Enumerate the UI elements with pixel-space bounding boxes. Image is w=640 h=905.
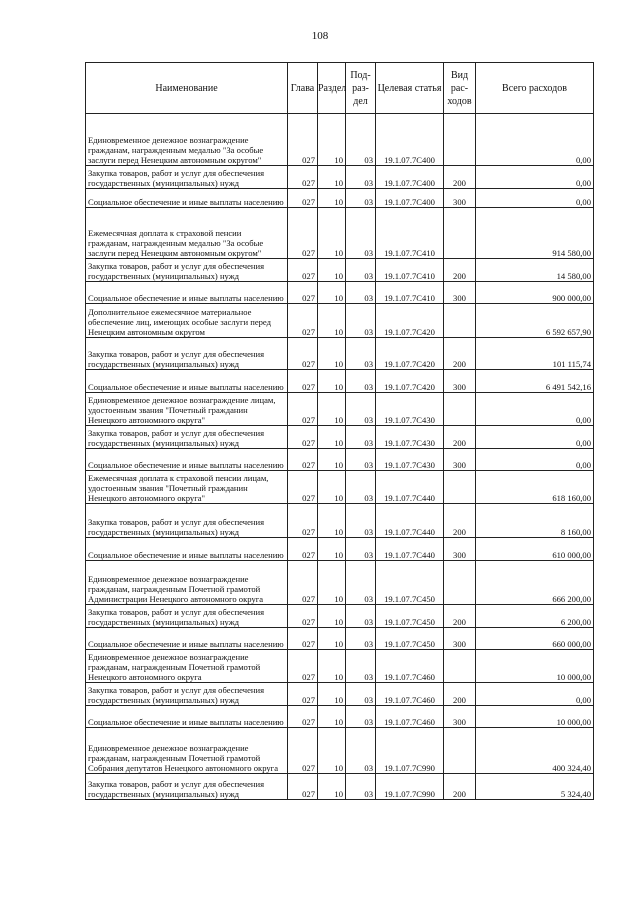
row-target-cell: 19.1.07.7С420 [376,338,444,370]
row-total-cell: 14 580,00 [476,259,594,282]
row-podrazdel-cell: 03 [346,370,376,393]
row-name-cell: Закупка товаров, работ и услуг для обеспечения государственных (муниципальных) нужд [86,166,288,189]
table-row [86,208,594,259]
row-razdel-cell: 10 [318,338,346,370]
row-vid-cell [444,471,476,504]
row-total-cell: 8 160,00 [476,504,594,538]
row-target-cell: 19.1.07.7С400 [376,189,444,208]
row-total-cell: 0,00 [476,683,594,706]
row-total-cell: 0,00 [476,393,594,426]
row-vid-cell: 300 [444,189,476,208]
row-total-cell: 900 000,00 [476,282,594,304]
row-target-cell: 19.1.07.7С450 [376,605,444,628]
row-podrazdel-cell: 03 [346,650,376,683]
table-row [86,166,594,189]
row-glava-cell: 027 [288,393,318,426]
table-row [86,538,594,561]
row-glava-cell: 027 [288,683,318,706]
table-row [86,114,594,166]
row-vid-cell [444,114,476,166]
row-razdel-cell: 10 [318,370,346,393]
table-row [86,189,594,208]
row-name-cell: Социальное обеспечение и иные выплаты населению [86,628,288,650]
header-vid: Вид рас-ходов [444,63,476,114]
row-name-cell: Ежемесячная доплата к страховой пенсии гражданам, награжденным медалью "За особые заслуги перед Ненецким автономным округом" [86,208,288,259]
table-row [86,304,594,338]
row-glava-cell: 027 [288,471,318,504]
row-razdel-cell: 10 [318,282,346,304]
row-total-cell: 666 200,00 [476,561,594,605]
row-glava-cell: 027 [288,774,318,800]
row-glava-cell: 027 [288,449,318,471]
row-target-cell: 19.1.07.7С410 [376,208,444,259]
row-glava-cell: 027 [288,259,318,282]
row-name-cell: Закупка товаров, работ и услуг для обеспечения государственных (муниципальных) нужд [86,683,288,706]
row-target-cell: 19.1.07.7С440 [376,538,444,561]
row-glava-cell: 027 [288,561,318,605]
row-glava-cell: 027 [288,628,318,650]
row-name-cell: Социальное обеспечение и иные выплаты населению [86,538,288,561]
row-target-cell: 19.1.07.7С990 [376,728,444,774]
table-row [86,426,594,449]
row-vid-cell [444,304,476,338]
row-vid-cell: 200 [444,504,476,538]
row-vid-cell: 200 [444,426,476,449]
table-row [86,605,594,628]
table-row [86,650,594,683]
row-name-cell: Закупка товаров, работ и услуг для обеспечения государственных (муниципальных) нужд [86,774,288,800]
table-row [86,628,594,650]
row-glava-cell: 027 [288,605,318,628]
row-total-cell: 0,00 [476,166,594,189]
table-header-row [86,63,594,114]
row-glava-cell: 027 [288,282,318,304]
row-podrazdel-cell: 03 [346,471,376,504]
row-podrazdel-cell: 03 [346,426,376,449]
row-vid-cell [444,561,476,605]
row-podrazdel-cell: 03 [346,538,376,561]
table-row [86,706,594,728]
row-razdel-cell: 10 [318,728,346,774]
row-name-cell: Единовременное денежное вознаграждение гражданам, награжденным Почетной грамотой Администрации Ненецкого автономного округа [86,561,288,605]
row-total-cell: 914 580,00 [476,208,594,259]
row-name-cell: Единовременное денежное вознаграждение гражданам, награжденным медалью "За особые заслуги перед Ненецким автономным округом" [86,114,288,166]
table-row [86,683,594,706]
row-name-cell: Закупка товаров, работ и услуг для обеспечения государственных (муниципальных) нужд [86,605,288,628]
header-total: Всего расходов [476,63,594,114]
row-target-cell: 19.1.07.7С420 [376,370,444,393]
row-podrazdel-cell: 03 [346,774,376,800]
row-vid-cell: 200 [444,259,476,282]
row-total-cell: 660 000,00 [476,628,594,650]
row-total-cell: 0,00 [476,426,594,449]
row-glava-cell: 027 [288,114,318,166]
row-target-cell: 19.1.07.7С410 [376,259,444,282]
row-name-cell: Единовременное денежное вознаграждение лицам, удостоенным звания "Почетный гражданин Ненецкого автономного округа" [86,393,288,426]
row-vid-cell: 300 [444,706,476,728]
row-target-cell: 19.1.07.7С460 [376,683,444,706]
row-total-cell: 10 000,00 [476,650,594,683]
header-podrazdel: Под-раз-дел [346,63,376,114]
row-razdel-cell: 10 [318,426,346,449]
row-razdel-cell: 10 [318,774,346,800]
row-podrazdel-cell: 03 [346,504,376,538]
row-razdel-cell: 10 [318,114,346,166]
row-podrazdel-cell: 03 [346,189,376,208]
row-vid-cell: 200 [444,166,476,189]
row-glava-cell: 027 [288,208,318,259]
row-target-cell: 19.1.07.7С440 [376,504,444,538]
table-row [86,259,594,282]
row-name-cell: Закупка товаров, работ и услуг для обеспечения государственных (муниципальных) нужд [86,338,288,370]
row-razdel-cell: 10 [318,471,346,504]
row-podrazdel-cell: 03 [346,114,376,166]
row-podrazdel-cell: 03 [346,706,376,728]
row-total-cell: 6 200,00 [476,605,594,628]
row-razdel-cell: 10 [318,650,346,683]
header-name: Наименование [86,63,288,114]
table-row [86,561,594,605]
row-target-cell: 19.1.07.7С450 [376,628,444,650]
row-name-cell: Социальное обеспечение и иные выплаты населению [86,706,288,728]
row-podrazdel-cell: 03 [346,208,376,259]
row-podrazdel-cell: 03 [346,449,376,471]
row-vid-cell: 200 [444,605,476,628]
row-razdel-cell: 10 [318,449,346,471]
row-glava-cell: 027 [288,504,318,538]
table-row [86,370,594,393]
row-vid-cell: 200 [444,338,476,370]
row-vid-cell [444,650,476,683]
row-razdel-cell: 10 [318,561,346,605]
row-razdel-cell: 10 [318,189,346,208]
row-total-cell: 610 000,00 [476,538,594,561]
row-podrazdel-cell: 03 [346,683,376,706]
row-target-cell: 19.1.07.7С430 [376,393,444,426]
page-number: 108 [311,30,329,42]
row-vid-cell: 200 [444,683,476,706]
row-vid-cell [444,728,476,774]
row-razdel-cell: 10 [318,504,346,538]
row-total-cell: 400 324,40 [476,728,594,774]
row-name-cell: Социальное обеспечение и иные выплаты населению [86,370,288,393]
row-name-cell: Социальное обеспечение и иные выплаты населению [86,189,288,208]
row-vid-cell: 200 [444,774,476,800]
row-total-cell: 0,00 [476,189,594,208]
row-vid-cell: 300 [444,282,476,304]
row-name-cell: Закупка товаров, работ и услуг для обеспечения государственных (муниципальных) нужд [86,504,288,538]
row-glava-cell: 027 [288,728,318,774]
table-row [86,774,594,800]
row-razdel-cell: 10 [318,208,346,259]
row-razdel-cell: 10 [318,605,346,628]
row-target-cell: 19.1.07.7С460 [376,706,444,728]
row-podrazdel-cell: 03 [346,728,376,774]
table-row [86,471,594,504]
row-name-cell: Единовременное денежное вознаграждение гражданам, награжденным Почетной грамотой Ненецкого автономного округа [86,650,288,683]
row-target-cell: 19.1.07.7С990 [376,774,444,800]
row-podrazdel-cell: 03 [346,561,376,605]
row-target-cell: 19.1.07.7С410 [376,282,444,304]
row-glava-cell: 027 [288,189,318,208]
row-razdel-cell: 10 [318,259,346,282]
row-target-cell: 19.1.07.7С430 [376,449,444,471]
table-row [86,504,594,538]
header-razdel: Раздел [318,63,346,114]
row-vid-cell: 300 [444,628,476,650]
row-total-cell: 5 324,40 [476,774,594,800]
row-podrazdel-cell: 03 [346,259,376,282]
row-total-cell: 618 160,00 [476,471,594,504]
row-target-cell: 19.1.07.7С430 [376,426,444,449]
row-target-cell: 19.1.07.7С450 [376,561,444,605]
row-razdel-cell: 10 [318,393,346,426]
row-total-cell: 10 000,00 [476,706,594,728]
row-glava-cell: 027 [288,166,318,189]
row-podrazdel-cell: 03 [346,338,376,370]
row-name-cell: Закупка товаров, работ и услуг для обеспечения государственных (муниципальных) нужд [86,259,288,282]
row-name-cell: Единовременное денежное вознаграждение гражданам, награжденным Почетной грамотой Собрания депутатов Ненецкого автономного округа [86,728,288,774]
row-name-cell: Дополнительное ежемесячное материальное обеспечение лиц, имеющих особые заслуги перед Ненецким автономным округом [86,304,288,338]
row-target-cell: 19.1.07.7С400 [376,166,444,189]
table-row [86,393,594,426]
row-name-cell: Ежемесячная доплата к страховой пенсии лицам, удостоенным звания "Почетный гражданин Ненецкого автономного округа" [86,471,288,504]
table-row [86,282,594,304]
row-glava-cell: 027 [288,706,318,728]
row-podrazdel-cell: 03 [346,628,376,650]
row-glava-cell: 027 [288,650,318,683]
expenditure-table [85,62,594,800]
header-target: Целевая статья [376,63,444,114]
row-vid-cell: 300 [444,449,476,471]
row-target-cell: 19.1.07.7С420 [376,304,444,338]
row-razdel-cell: 10 [318,706,346,728]
row-podrazdel-cell: 03 [346,282,376,304]
row-total-cell: 0,00 [476,114,594,166]
row-podrazdel-cell: 03 [346,605,376,628]
row-glava-cell: 027 [288,338,318,370]
header-glava: Глава [288,63,318,114]
row-total-cell: 101 115,74 [476,338,594,370]
row-total-cell: 6 592 657,90 [476,304,594,338]
row-vid-cell [444,208,476,259]
row-name-cell: Закупка товаров, работ и услуг для обеспечения государственных (муниципальных) нужд [86,426,288,449]
row-target-cell: 19.1.07.7С460 [376,650,444,683]
table-row [86,728,594,774]
row-podrazdel-cell: 03 [346,393,376,426]
row-target-cell: 19.1.07.7С440 [376,471,444,504]
row-name-cell: Социальное обеспечение и иные выплаты населению [86,449,288,471]
row-razdel-cell: 10 [318,628,346,650]
table-row [86,449,594,471]
row-podrazdel-cell: 03 [346,166,376,189]
row-glava-cell: 027 [288,426,318,449]
row-glava-cell: 027 [288,538,318,561]
row-podrazdel-cell: 03 [346,304,376,338]
row-razdel-cell: 10 [318,166,346,189]
row-glava-cell: 027 [288,304,318,338]
row-razdel-cell: 10 [318,683,346,706]
row-vid-cell [444,393,476,426]
table-body [86,114,594,800]
row-target-cell: 19.1.07.7С400 [376,114,444,166]
row-glava-cell: 027 [288,370,318,393]
row-razdel-cell: 10 [318,538,346,561]
table-row [86,338,594,370]
row-vid-cell: 300 [444,370,476,393]
row-vid-cell: 300 [444,538,476,561]
row-total-cell: 0,00 [476,449,594,471]
row-razdel-cell: 10 [318,304,346,338]
row-name-cell: Социальное обеспечение и иные выплаты населению [86,282,288,304]
row-total-cell: 6 491 542,16 [476,370,594,393]
